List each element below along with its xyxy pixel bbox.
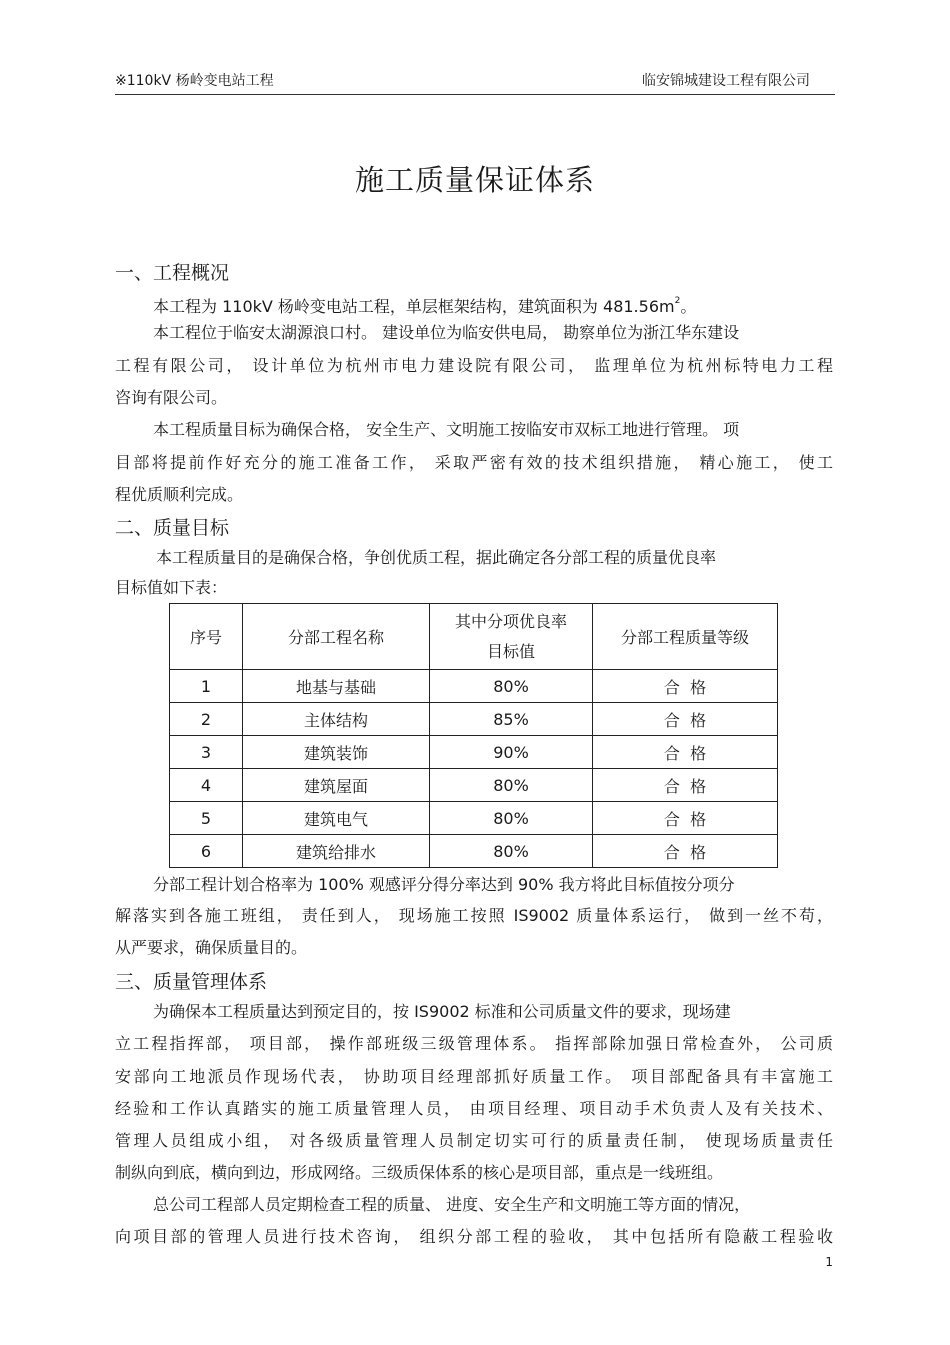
table-row [170, 769, 778, 802]
header-divider [115, 94, 835, 95]
paragraph-line: 解落实到各施工班组， 责任到人， 现场施工按照 IS9002 质量体系运行， 做到一丝不苟， [115, 906, 833, 925]
table-cell: 合 格 [593, 703, 778, 736]
paragraph-line: 立工程指挥部， 项目部， 操作部班级三级管理体系。 指挥部除加强日常检查外， 公司质 [115, 1034, 833, 1053]
table-cell: 建筑装饰 [243, 736, 430, 769]
paragraph-line [153, 290, 696, 318]
paragraph-line: 工程有限公司， 设计单位为杭州市电力建设院有限公司， 监理单位为杭州标特电力工程 [115, 356, 833, 375]
document-title: 施工质量保证体系 [354, 163, 595, 197]
section-heading-quality-target: 二、质量目标 [115, 517, 230, 539]
table-cell: 建筑电气 [243, 802, 430, 835]
table-cell: 80% [430, 835, 593, 868]
section-heading-management-system: 三、质量管理体系 [115, 971, 268, 993]
table-cell: 1 [170, 670, 243, 703]
paragraph-line: 向项目部的管理人员进行技术咨询， 组织分部工程的验收， 其中包括所有隐蔽工程验收 [115, 1227, 833, 1246]
table-cell: 合 格 [593, 802, 778, 835]
text-run: 本工程为 110kV 杨岭变电站工程，单层框架结构，建筑面积为 481.56m [153, 297, 675, 316]
paragraph-line: 本工程质量目标为确保合格， 安全生产、文明施工按临安市双标工地进行管理。 项 [153, 420, 740, 439]
table-cell: 3 [170, 736, 243, 769]
table-cell: 2 [170, 703, 243, 736]
table-cell: 90% [430, 736, 593, 769]
header-cell: 分部工程质量等级 [593, 604, 778, 670]
table-cell: 85% [430, 703, 593, 736]
paragraph-line: 经验和工作认真踏实的施工质量管理人员， 由项目经理、项目动手术负责人及有关技术、 [115, 1099, 833, 1118]
table-row [170, 802, 778, 835]
paragraph-line: 本工程位于临安太湖源浪口村。 建设单位为临安供电局， 勘察单位为浙江华东建设 [153, 323, 740, 342]
paragraph-line: 制纵向到底，横向到边，形成网络。三级质保体系的核心是项目部，重点是一线班组。 [115, 1163, 724, 1182]
header-cell: 分部工程名称 [243, 604, 430, 670]
paragraph-line: 管理人员组成小组， 对各级质量管理人员制定切实可行的质量责任制， 使现场质量责任 [115, 1131, 833, 1150]
table-cell: 4 [170, 769, 243, 802]
table-cell: 6 [170, 835, 243, 868]
paragraph-line: 咨询有限公司。 [115, 388, 228, 407]
paragraph-line: 程优质顺利完成。 [115, 485, 244, 504]
paragraph-line: 为确保本工程质量达到预定目的，按 IS9002 标准和公司质量文件的要求，现场建 [153, 1002, 731, 1021]
paragraph-line: 从严要求，确保质量目的。 [115, 938, 308, 957]
header-cell-line: 其中分项优良率 [454, 611, 567, 631]
table-cell: 5 [170, 802, 243, 835]
section-heading-overview: 一、工程概况 [115, 262, 230, 284]
table-cell: 建筑给排水 [243, 835, 430, 868]
table-cell: 主体结构 [243, 703, 430, 736]
text-run: 。 [680, 297, 697, 316]
table-cell: 合 格 [593, 769, 778, 802]
header-project-name: ※110kV 杨岭变电站工程 [115, 73, 274, 89]
table-cell: 建筑屋面 [243, 769, 430, 802]
table-cell: 地基与基础 [243, 670, 430, 703]
table-row [170, 703, 778, 736]
quality-target-table [169, 603, 778, 868]
page-number: 1 [825, 1255, 833, 1269]
table-cell: 合 格 [593, 835, 778, 868]
table-cell: 80% [430, 670, 593, 703]
table-cell: 80% [430, 802, 593, 835]
paragraph-line: 分部工程计划合格率为 100% 观感评分得分率达到 90% 我方将此目标值按分项分 [153, 875, 735, 894]
table-row [170, 835, 778, 868]
table-row [170, 670, 778, 703]
paragraph-line: 总公司工程部人员定期检查工程的质量、 进度、安全生产和文明施工等方面的情况， [153, 1195, 751, 1214]
paragraph-line: 本工程质量目的是确保合格，争创优质工程，据此确定各分部工程的质量优良率 [156, 548, 717, 567]
table-cell: 合 格 [593, 736, 778, 769]
paragraph-line: 目部将提前作好充分的施工准备工作， 采取严密有效的技术组织措施， 精心施工， 使工 [115, 453, 833, 472]
table-cell: 80% [430, 769, 593, 802]
superscript: 2 [674, 296, 681, 306]
paragraph-line: 目标值如下表： [115, 578, 228, 597]
table-cell: 合 格 [593, 670, 778, 703]
header-cell: 序号 [170, 604, 243, 670]
header-cell-line: 目标值 [486, 641, 535, 661]
header-cell [430, 604, 593, 670]
paragraph-line: 安部向工地派员作现场代表， 协助项目经理部抓好质量工作。 项目部配备具有丰富施工 [115, 1067, 833, 1086]
table-row [170, 736, 778, 769]
header-company-name: 临安锦城建设工程有限公司 [642, 73, 810, 89]
table-header-row [170, 604, 778, 670]
